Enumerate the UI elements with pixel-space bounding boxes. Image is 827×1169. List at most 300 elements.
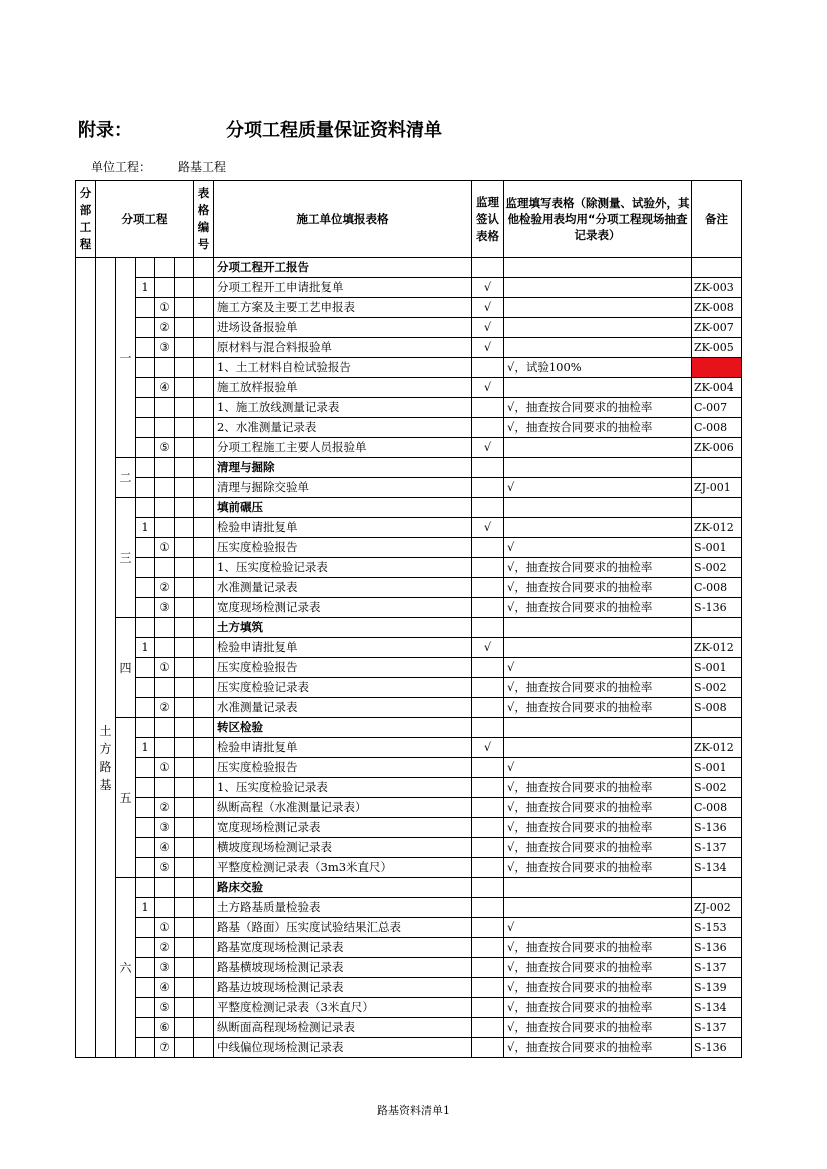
supervisor-fill-cell: √，试验100% [504, 358, 692, 378]
remark-code-cell: ZJ-001 [692, 478, 742, 498]
form-name-cell: 施工放样报验单 [214, 378, 472, 398]
remark-code-cell: C-008 [692, 418, 742, 438]
table-row [76, 938, 742, 958]
item-number-cell [136, 838, 155, 858]
form-no-cell [194, 678, 214, 698]
supervisor-sign-cell [472, 758, 504, 778]
sub-item-number-cell [155, 478, 175, 498]
sub-item-number-cell: ③ [155, 598, 175, 618]
supervisor-fill-cell: √，抽查按合同要求的抽检率 [504, 778, 692, 798]
remark-code-cell: S-134 [692, 998, 742, 1018]
blank-cell [175, 278, 194, 298]
blank-cell [175, 398, 194, 418]
blank-cell [175, 378, 194, 398]
header-division: 分部工程 [76, 181, 96, 258]
form-no-cell [194, 258, 214, 278]
form-name-cell: 平整度检测记录表（3米直尺） [214, 998, 472, 1018]
remark-code-cell [692, 618, 742, 638]
form-no-cell [194, 918, 214, 938]
sub-item-number-cell: ⑦ [155, 1038, 175, 1058]
table-row [76, 618, 742, 638]
blank-cell [175, 938, 194, 958]
form-name-cell: 检验申请批复单 [214, 638, 472, 658]
supervisor-sign-cell [472, 558, 504, 578]
remark-code-cell: S-008 [692, 698, 742, 718]
supervisor-fill-cell: √，抽查按合同要求的抽检率 [504, 998, 692, 1018]
supervisor-sign-cell [472, 938, 504, 958]
sub-item-number-cell [155, 618, 175, 638]
form-name-cell: 横坡度现场检测记录表 [214, 838, 472, 858]
form-name-cell: 压实度检验报告 [214, 538, 472, 558]
supervisor-fill-cell [504, 498, 692, 518]
supervisor-fill-cell: √，抽查按合同要求的抽检率 [504, 1018, 692, 1038]
supervisor-sign-cell: √ [472, 318, 504, 338]
supervisor-fill-cell [504, 318, 692, 338]
supervisor-fill-cell: √，抽查按合同要求的抽检率 [504, 858, 692, 878]
supervisor-fill-cell [504, 338, 692, 358]
form-no-cell [194, 998, 214, 1018]
blank-cell [175, 318, 194, 338]
supervisor-fill-cell [504, 618, 692, 638]
remark-code-cell: ZK-007 [692, 318, 742, 338]
table-row [76, 678, 742, 698]
item-number-cell [136, 678, 155, 698]
remark-code-cell: S-134 [692, 858, 742, 878]
form-name-cell: 1、土工材料自检试验报告 [214, 358, 472, 378]
item-number-cell [136, 318, 155, 338]
blank-cell [175, 458, 194, 478]
remark-code-cell: ZJ-002 [692, 898, 742, 918]
sub-item-number-cell: ② [155, 798, 175, 818]
item-number-cell [136, 418, 155, 438]
remark-code-cell: ZK-008 [692, 298, 742, 318]
blank-cell [175, 898, 194, 918]
item-number-cell [136, 918, 155, 938]
item-number-cell [136, 598, 155, 618]
supervisor-sign-cell [472, 538, 504, 558]
item-number-cell: 1 [136, 738, 155, 758]
supervisor-fill-cell [504, 438, 692, 458]
item-number-cell [136, 1018, 155, 1038]
division-blank-cell [76, 258, 96, 1058]
supervisor-sign-cell [472, 578, 504, 598]
sub-item-number-cell: ② [155, 938, 175, 958]
form-name-cell: 压实度检验报告 [214, 658, 472, 678]
supervisor-sign-cell [472, 658, 504, 678]
supervisor-fill-cell: √，抽查按合同要求的抽检率 [504, 1038, 692, 1058]
remark-code-cell: ZK-012 [692, 518, 742, 538]
table-row [76, 418, 742, 438]
table-row [76, 298, 742, 318]
table-row [76, 538, 742, 558]
sub-item-number-cell [155, 898, 175, 918]
form-no-cell [194, 898, 214, 918]
item-number-cell [136, 718, 155, 738]
remark-code-cell: S-001 [692, 538, 742, 558]
supervisor-sign-cell [472, 498, 504, 518]
supervisor-sign-cell [472, 358, 504, 378]
form-no-cell [194, 858, 214, 878]
blank-cell [175, 858, 194, 878]
supervisor-sign-cell [472, 458, 504, 478]
form-no-cell [194, 598, 214, 618]
supervisor-sign-cell: √ [472, 378, 504, 398]
blank-cell [175, 638, 194, 658]
group-number-cell: 三 [116, 498, 136, 618]
form-name-cell: 分项工程开工申请批复单 [214, 278, 472, 298]
blank-cell [175, 1018, 194, 1038]
supervisor-fill-cell [504, 898, 692, 918]
table-row [76, 698, 742, 718]
form-name-cell: 压实度检验报告 [214, 758, 472, 778]
form-no-cell [194, 838, 214, 858]
blank-cell [175, 298, 194, 318]
group-number-cell: 二 [116, 458, 136, 498]
supervisor-fill-cell: √ [504, 478, 692, 498]
item-number-cell [136, 758, 155, 778]
form-name-cell: 纵断高程（水准测量记录表） [214, 798, 472, 818]
supervisor-fill-cell [504, 638, 692, 658]
blank-cell [175, 558, 194, 578]
table-row [76, 878, 742, 898]
supervisor-sign-cell [472, 1018, 504, 1038]
sub-item-number-cell: ⑤ [155, 438, 175, 458]
appendix-label: 附录： [78, 120, 132, 141]
form-name-cell: 检验申请批复单 [214, 738, 472, 758]
table-row [76, 858, 742, 878]
supervisor-sign-cell: √ [472, 518, 504, 538]
blank-cell [175, 798, 194, 818]
supervisor-sign-cell [472, 598, 504, 618]
section-title-cell: 转区检验 [214, 718, 472, 738]
supervisor-sign-cell [472, 978, 504, 998]
remark-code-cell: S-137 [692, 1018, 742, 1038]
table-row [76, 898, 742, 918]
supervisor-sign-cell: √ [472, 278, 504, 298]
supervisor-sign-cell [472, 798, 504, 818]
item-number-cell [136, 958, 155, 978]
table-row [76, 378, 742, 398]
form-no-cell [194, 498, 214, 518]
form-name-cell: 1、施工放线测量记录表 [214, 398, 472, 418]
sub-item-number-cell [155, 718, 175, 738]
sub-item-number-cell [155, 738, 175, 758]
supervisor-fill-cell: √，抽查按合同要求的抽检率 [504, 418, 692, 438]
form-name-cell: 清理与掘除交验单 [214, 478, 472, 498]
remark-code-cell: S-002 [692, 778, 742, 798]
supervisor-fill-cell: √，抽查按合同要求的抽检率 [504, 818, 692, 838]
table-row [76, 718, 742, 738]
supervisor-sign-cell [472, 258, 504, 278]
sub-item-number-cell: ④ [155, 978, 175, 998]
sub-item-number-cell [155, 398, 175, 418]
item-number-cell [136, 658, 155, 678]
group-number-cell: 六 [116, 878, 136, 1058]
form-no-cell [194, 798, 214, 818]
sub-item-number-cell [155, 678, 175, 698]
form-no-cell [194, 358, 214, 378]
item-number-cell [136, 938, 155, 958]
group-number-cell: 五 [116, 718, 136, 878]
remark-code-cell [692, 878, 742, 898]
sub-item-number-cell [155, 498, 175, 518]
form-name-cell: 压实度检验记录表 [214, 678, 472, 698]
supervisor-fill-cell: √，抽查按合同要求的抽检率 [504, 598, 692, 618]
blank-cell [175, 878, 194, 898]
form-no-cell [194, 738, 214, 758]
item-number-cell: 1 [136, 638, 155, 658]
supervisor-sign-cell [472, 1038, 504, 1058]
form-no-cell [194, 558, 214, 578]
supervisor-sign-cell [472, 478, 504, 498]
remark-code-cell [692, 358, 742, 378]
table-row [76, 838, 742, 858]
sub-item-number-cell: ⑤ [155, 998, 175, 1018]
table-row [76, 398, 742, 418]
supervisor-fill-cell: √ [504, 918, 692, 938]
remark-code-cell: ZK-006 [692, 438, 742, 458]
item-number-cell [136, 298, 155, 318]
item-number-cell [136, 398, 155, 418]
item-number-cell [136, 558, 155, 578]
item-number-cell [136, 478, 155, 498]
form-no-cell [194, 278, 214, 298]
remark-code-cell: S-002 [692, 678, 742, 698]
blank-cell [175, 618, 194, 638]
sub-item-number-cell: ② [155, 578, 175, 598]
form-name-cell: 路基横坡现场检测记录表 [214, 958, 472, 978]
sub-item-number-cell: ⑥ [155, 1018, 175, 1038]
form-no-cell [194, 458, 214, 478]
page-title: 分项工程质量保证资料清单 [226, 120, 442, 141]
supervisor-fill-cell [504, 458, 692, 478]
remark-code-cell: ZK-005 [692, 338, 742, 358]
blank-cell [175, 758, 194, 778]
table-row [76, 798, 742, 818]
remark-code-cell: S-137 [692, 838, 742, 858]
blank-cell [175, 698, 194, 718]
sub-item-number-cell: ⑤ [155, 858, 175, 878]
remark-code-cell [692, 258, 742, 278]
item-number-cell [136, 338, 155, 358]
table-row [76, 818, 742, 838]
sub-item-number-cell: ① [155, 538, 175, 558]
sub-item-number-cell: ③ [155, 958, 175, 978]
header-form-no: 表格编号 [194, 181, 214, 258]
form-name-cell: 路基边坡现场检测记录表 [214, 978, 472, 998]
division-name-cell: 土方路基 [96, 258, 116, 1058]
item-number-cell [136, 378, 155, 398]
quality-document-table [75, 180, 742, 1058]
remark-code-cell: S-136 [692, 1038, 742, 1058]
form-no-cell [194, 338, 214, 358]
form-name-cell: 宽度现场检测记录表 [214, 818, 472, 838]
form-no-cell [194, 478, 214, 498]
item-number-cell [136, 258, 155, 278]
item-number-cell [136, 978, 155, 998]
supervisor-sign-cell [472, 838, 504, 858]
supervisor-sign-cell [472, 678, 504, 698]
table-row [76, 918, 742, 938]
sub-item-number-cell [155, 278, 175, 298]
remark-code-cell: C-008 [692, 578, 742, 598]
supervisor-sign-cell [472, 818, 504, 838]
form-name-cell: 中线偏位现场检测记录表 [214, 1038, 472, 1058]
form-no-cell [194, 578, 214, 598]
item-number-cell [136, 798, 155, 818]
form-no-cell [194, 538, 214, 558]
form-name-cell: 1、压实度检验记录表 [214, 778, 472, 798]
blank-cell [175, 438, 194, 458]
sub-item-number-cell [155, 458, 175, 478]
group-number-cell: 四 [116, 618, 136, 718]
table-row [76, 558, 742, 578]
remark-code-cell: S-153 [692, 918, 742, 938]
section-title-cell: 填前碾压 [214, 498, 472, 518]
sub-item-number-cell [155, 638, 175, 658]
blank-cell [175, 578, 194, 598]
form-no-cell [194, 698, 214, 718]
remark-code-cell: S-002 [692, 558, 742, 578]
blank-cell [175, 1038, 194, 1058]
remark-code-cell: ZK-003 [692, 278, 742, 298]
supervisor-fill-cell [504, 718, 692, 738]
form-no-cell [194, 518, 214, 538]
table-row [76, 658, 742, 678]
table-row [76, 598, 742, 618]
form-name-cell: 1、压实度检验记录表 [214, 558, 472, 578]
blank-cell [175, 518, 194, 538]
form-no-cell [194, 818, 214, 838]
table-row [76, 438, 742, 458]
item-number-cell: 1 [136, 278, 155, 298]
supervisor-fill-cell: √，抽查按合同要求的抽检率 [504, 578, 692, 598]
sub-item-number-cell: ① [155, 758, 175, 778]
remark-code-cell: ZK-012 [692, 638, 742, 658]
item-number-cell: 1 [136, 518, 155, 538]
remark-code-cell: S-139 [692, 978, 742, 998]
table-row [76, 738, 742, 758]
table-row [76, 578, 742, 598]
blank-cell [175, 258, 194, 278]
item-number-cell [136, 878, 155, 898]
item-number-cell [136, 618, 155, 638]
table-row [76, 258, 742, 278]
section-title-cell: 分项工程开工报告 [214, 258, 472, 278]
table-row [76, 1018, 742, 1038]
supervisor-fill-cell [504, 738, 692, 758]
supervisor-sign-cell [472, 998, 504, 1018]
blank-cell [175, 478, 194, 498]
section-title-cell: 土方填筑 [214, 618, 472, 638]
form-no-cell [194, 398, 214, 418]
sub-item-number-cell [155, 358, 175, 378]
supervisor-fill-cell [504, 298, 692, 318]
supervisor-sign-cell: √ [472, 338, 504, 358]
supervisor-fill-cell: √，抽查按合同要求的抽检率 [504, 838, 692, 858]
sub-item-number-cell: ① [155, 298, 175, 318]
section-title-cell: 路床交验 [214, 878, 472, 898]
form-name-cell: 施工方案及主要工艺申报表 [214, 298, 472, 318]
remark-code-cell: S-136 [692, 938, 742, 958]
form-name-cell: 纵断面高程现场检测记录表 [214, 1018, 472, 1038]
blank-cell [175, 718, 194, 738]
table-row [76, 758, 742, 778]
supervisor-fill-cell: √，抽查按合同要求的抽检率 [504, 698, 692, 718]
form-name-cell: 土方路基质量检验表 [214, 898, 472, 918]
remark-code-cell: S-136 [692, 598, 742, 618]
form-name-cell: 检验申请批复单 [214, 518, 472, 538]
item-number-cell [136, 778, 155, 798]
unit-label: 单位工程： [91, 160, 152, 174]
sheet-footer: 路基资料清单1 [377, 1104, 450, 1117]
sub-item-number-cell: ④ [155, 838, 175, 858]
supervisor-fill-cell: √，抽查按合同要求的抽检率 [504, 978, 692, 998]
item-number-cell [136, 998, 155, 1018]
table-row [76, 338, 742, 358]
sub-item-number-cell [155, 878, 175, 898]
item-number-cell [136, 1038, 155, 1058]
supervisor-fill-cell [504, 278, 692, 298]
form-name-cell: 路基宽度现场检测记录表 [214, 938, 472, 958]
table-row [76, 1038, 742, 1058]
sub-item-number-cell [155, 258, 175, 278]
blank-cell [175, 338, 194, 358]
form-no-cell [194, 878, 214, 898]
blank-cell [175, 498, 194, 518]
blank-cell [175, 658, 194, 678]
remark-code-cell: ZK-012 [692, 738, 742, 758]
supervisor-fill-cell: √ [504, 758, 692, 778]
header-supervisor-fill: 监理填写表格（除测量、试验外，其他检验用表均用“分项工程现场抽查记录表） [504, 181, 692, 258]
section-title-cell: 清理与掘除 [214, 458, 472, 478]
table-row [76, 978, 742, 998]
form-name-cell: 平整度检测记录表（3m3米直尺） [214, 858, 472, 878]
blank-cell [175, 918, 194, 938]
blank-cell [175, 818, 194, 838]
remark-code-cell: S-136 [692, 818, 742, 838]
sub-item-number-cell: ① [155, 658, 175, 678]
supervisor-sign-cell: √ [472, 298, 504, 318]
form-no-cell [194, 718, 214, 738]
sub-item-number-cell [155, 518, 175, 538]
supervisor-sign-cell [472, 698, 504, 718]
form-name-cell: 进场设备报验单 [214, 318, 472, 338]
supervisor-fill-cell: √ [504, 658, 692, 678]
form-name-cell: 分项工程施工主要人员报验单 [214, 438, 472, 458]
header-sub-item: 分项工程 [96, 181, 194, 258]
form-name-cell: 路基（路面）压实度试验结果汇总表 [214, 918, 472, 938]
remark-code-cell: ZK-004 [692, 378, 742, 398]
blank-cell [175, 358, 194, 378]
item-number-cell [136, 538, 155, 558]
form-no-cell [194, 418, 214, 438]
supervisor-fill-cell [504, 878, 692, 898]
supervisor-fill-cell: √，抽查按合同要求的抽检率 [504, 798, 692, 818]
table-row [76, 458, 742, 478]
supervisor-fill-cell [504, 258, 692, 278]
blank-cell [175, 738, 194, 758]
supervisor-sign-cell: √ [472, 438, 504, 458]
supervisor-sign-cell [472, 918, 504, 938]
remark-code-cell: C-008 [692, 798, 742, 818]
blank-cell [175, 998, 194, 1018]
table-row [76, 498, 742, 518]
table-row [76, 318, 742, 338]
supervisor-fill-cell: √，抽查按合同要求的抽检率 [504, 938, 692, 958]
form-no-cell [194, 778, 214, 798]
blank-cell [175, 678, 194, 698]
